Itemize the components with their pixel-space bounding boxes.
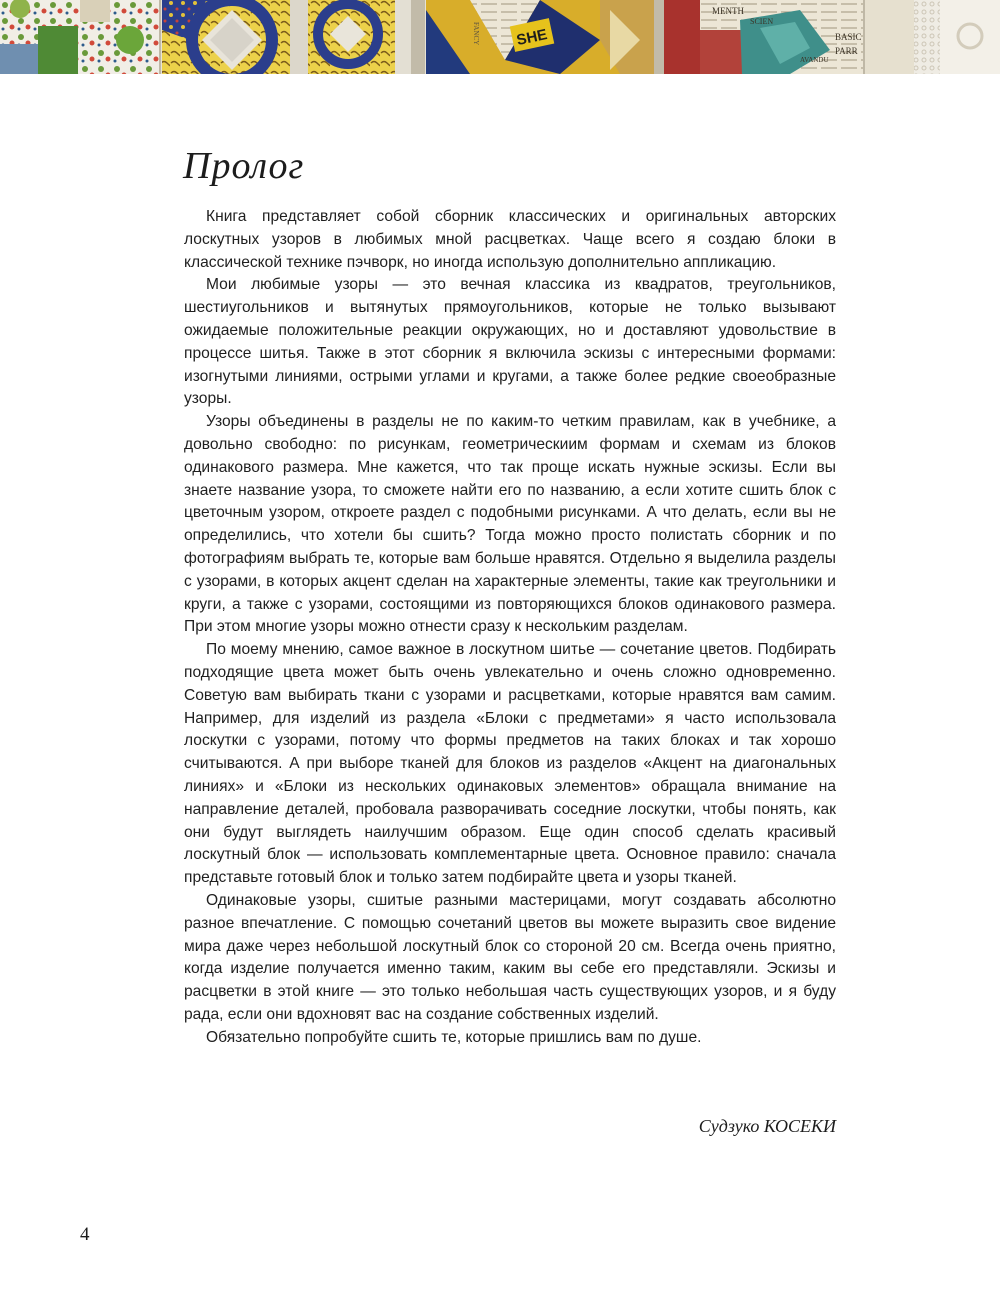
page-number: 4: [80, 1224, 90, 1245]
patchwork-photo: [0, 0, 1000, 74]
fabric-text-basic: BASIC: [835, 32, 862, 42]
fabric-text-scien: SCIEN: [750, 17, 774, 26]
patchwork-banner: [0, 0, 1000, 74]
fabric-text-fancy: FANCY: [472, 22, 480, 46]
page-title: Пролог: [183, 145, 305, 187]
paragraph: По моему мнению, самое важное в лоскутном шитье — сочетание цветов. Подбирать подходящие цвета может быть очень увлекательно и очень сложно одновременно. Советую вам выбирать ткани с узорами и расцветками, которые нравятся вам самим. Например, для изделий из раздела «Блоки с предметами» я часто использовала лоскутки с узорами, потому что формы предметов на таких блоках и так хорошо считываются. А при выборе тканей для блоков из разделов «Акцент на диагональных линиях» и «Блоки из нескольких одинаковых элементов» обращала внимание на направление деталей, пробовала разворачивать соседние лоскутки, чтобы понять, как они будут выглядеть наилучшим образом. Еще один способ сделать красивый лоскутный блок — использовать комплементарные цвета. Основное правило: сначала представьте готовый блок и только затем подбирайте цвета и узоры тканей.: [184, 641, 836, 887]
paragraph: Книга представляет собой сборник классических и оригинальных авторских лоскутных узоров в любимых мной расцветках. Чаще всего я создаю блоки в классической технике пэчворк, но иногда использую дополнительно аппликацию.: [184, 208, 836, 271]
paragraph: Мои любимые узоры — это вечная классика из квадратов, треугольников, шестиугольников и вытянутых прямоугольников, которые не только вызывают ожидаемые положительные реакции окружающих, но и доставляют удовольствие в процессе шитья. Также в этот сборник я включила эскизы с интересными формами: изогнутыми линиями, острыми углами и кругами, а также более редкие своеобразные узоры.: [184, 276, 836, 408]
paragraph: Одинаковые узоры, сшитые разными мастерицами, могут создавать абсолютно разное впечатление. С помощью сочетаний цветов вы можете выразить свое видение мира даже через небольшой лоскутный блок со стороной 20 см. Всегда очень приятно, когда изделие получается именно таким, каким вы себе его представляли. Эскизы и расцветки в этой книге — это только небольшая часть существующих узоров, и я буду рада, если они вдохновят вас на создание собственных изделий.: [184, 891, 836, 1023]
fabric-text-she: SHE: [515, 26, 549, 50]
fabric-text-avandu: AVANDU: [800, 56, 829, 64]
author-signature: Судзуко КОСЕКИ: [698, 1116, 836, 1136]
paragraph: Обязательно попробуйте сшить те, которые пришлись вам по душе.: [206, 1028, 702, 1046]
fabric-text-menth: MENTH: [712, 6, 744, 16]
paragraph: Узоры объединены в разделы не по каким-то четким правилам, как в учебнике, а довольно свободно: по рисункам, геометрическиим формам и схемам из блоков одинакового размера. Мне кажется, что так проще искать нужные эскизы. Если вы знаете название узора, то сможете найти его по названию, а если хотите сшить блок с цветочным узором, откроете раздел с подобными рисунками. А что делать, если вы не определились, что хотели бы сшить? Тогда можно просто полистать сборник и по фотографиям выбрать те, которые вам больше нравятся. Отдельно я выделила разделы с узорами, в которых акцент сделан на характерные элементы, такие как треугольники и круги, а также с узорами, состоящими из повторяющихся блоков одинакового размера. При этом многие узоры можно отнести сразу к нескольким разделам.: [184, 413, 836, 636]
fabric-text-parr: PARR: [835, 46, 858, 56]
prologue-body: [184, 206, 836, 1049]
